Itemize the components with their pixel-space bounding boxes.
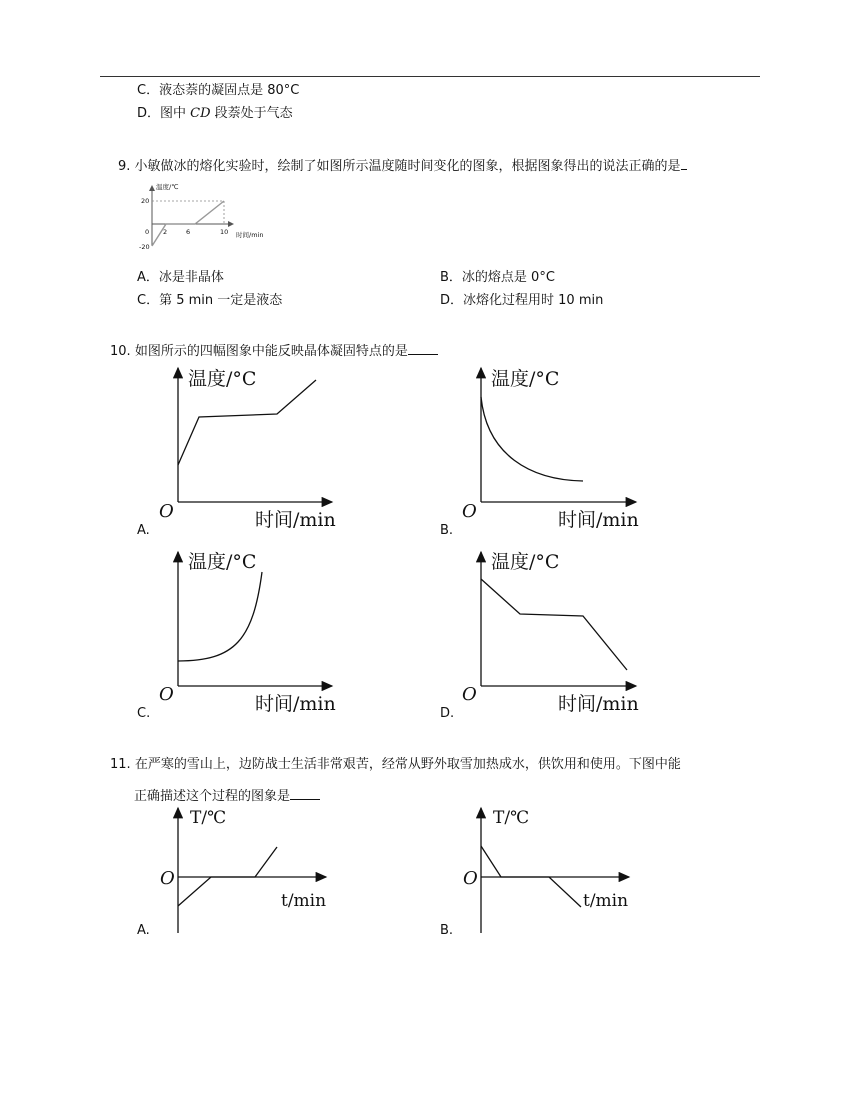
q11-graph-b — [463, 808, 629, 933]
q10-c-x-label: 时间/min — [255, 693, 336, 715]
q10-b-origin: O — [462, 501, 477, 522]
q10-d-x-label: 时间/min — [558, 693, 639, 715]
q10-graph-c — [159, 551, 336, 715]
q10-c-y-label: 温度/°C — [188, 551, 257, 573]
q10-b-y-label: 温度/°C — [491, 368, 560, 390]
q10-number: 10. — [110, 344, 131, 359]
q10-a-y-label: 温度/°C — [188, 368, 257, 390]
q9-tick-x-2: 2 — [163, 228, 168, 236]
q10-d-origin: O — [462, 684, 477, 705]
q10-d-y-label: 温度/°C — [491, 551, 560, 573]
q9-option-b: B．冰的熔点是 0°C — [440, 270, 555, 285]
q10-text: 如图所示的四幅图象中能反映晶体凝固特点的是 — [134, 344, 408, 359]
q11-a-x-label: t/min — [281, 891, 327, 911]
q10-label-a: A. — [137, 523, 150, 538]
q9-number: 9. — [118, 159, 131, 174]
q11-stem-line2 — [134, 787, 320, 805]
q11-stem-line1 — [110, 757, 681, 773]
q11-text-line1: 在严寒的雪山上，边防战士生活非常艰苦，经常从野外取雪加热成水，供饮用和使用。下图中能 — [134, 757, 681, 772]
q8-option-d-pre: D．图中 — [137, 106, 191, 121]
q11-label-a: A. — [137, 923, 150, 938]
q10-graph-d — [462, 551, 639, 715]
q11-label-b: B. — [440, 923, 454, 938]
q10-graph-b — [462, 368, 639, 531]
q9-tick-y-20: 20 — [141, 197, 150, 205]
q10-b-x-label: 时间/min — [558, 509, 639, 531]
q9-option-a: A．冰是非晶体 — [137, 270, 224, 285]
q8-option-d-var: CD — [190, 106, 211, 121]
q10-c-origin: O — [159, 684, 174, 705]
q9-y-label: 温度/℃ — [156, 183, 179, 191]
q10-d-curve — [481, 579, 627, 670]
q11-graph-a — [160, 808, 326, 933]
q9-x-label: 时间/min — [236, 231, 264, 239]
q10-a-x-label: 时间/min — [255, 509, 336, 531]
q10-c-curve — [178, 572, 262, 661]
q11-a-y-label: T/℃ — [190, 808, 227, 828]
q10-a-curve — [178, 380, 316, 465]
q10-label-d: D. — [440, 706, 455, 721]
q11-b-y-label: T/℃ — [493, 808, 530, 828]
q9-option-c: C．第 5 min 一定是液态 — [137, 293, 283, 308]
q10-b-curve — [481, 397, 583, 481]
q9-option-d: D．冰熔化过程用时 10 min — [440, 293, 604, 308]
q9-tick-x-6: 6 — [186, 228, 191, 236]
q8-option-c: C．液态萘的凝固点是 80°C — [137, 83, 300, 98]
q10-label-c: C. — [137, 706, 151, 721]
q11-answer-blank — [290, 787, 320, 800]
q9-tick-x-10: 10 — [220, 228, 229, 236]
q11-text-line2: 正确描述这个过程的图象是 — [134, 789, 291, 804]
q8-option-d-post: 段萘处于气态 — [210, 106, 293, 121]
q11-number: 11. — [110, 757, 131, 772]
q11-b-origin: O — [463, 868, 478, 889]
q9-text: 小敏做冰的熔化实验时，绘制了如图所示温度随时间变化的图象，根据图象得出的说法正确的是 — [134, 159, 681, 174]
q9-tick-y-0: 0 — [145, 228, 150, 236]
q10-graph-a — [159, 368, 336, 531]
q9-tick-y-neg20: -20 — [139, 243, 150, 251]
q10-a-origin: O — [159, 501, 174, 522]
q11-a-origin: O — [160, 868, 175, 889]
q11-b-x-label: t/min — [583, 891, 629, 911]
q10-label-b: B. — [440, 523, 454, 538]
